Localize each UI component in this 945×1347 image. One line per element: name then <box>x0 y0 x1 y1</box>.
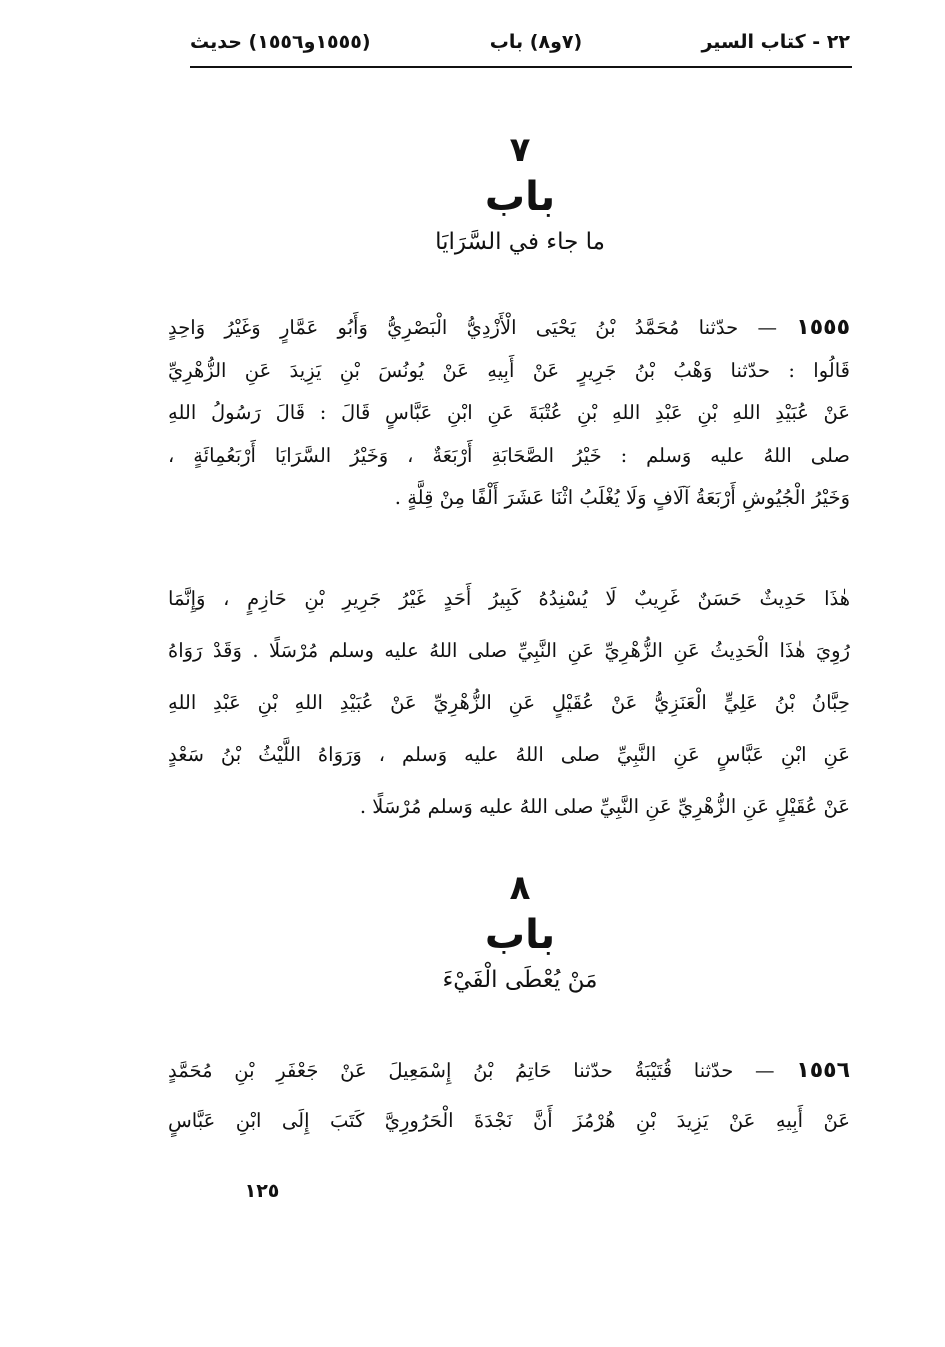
chapter-number: ٨ <box>509 868 531 908</box>
text-line: وَخَيْرُ الْجُيُوشِ أَرْبَعَةُ آلَافٍ وَلَا يُغْلَبُ اثْنَا عَشَرَ أَلْفًا مِنْ قِلَّةٍ . <box>394 486 850 509</box>
text-line <box>168 307 850 350</box>
commentary <box>168 573 850 833</box>
chapter-label: باب <box>484 912 556 958</box>
chapter-label: باب <box>484 174 556 220</box>
text-line: رُوِيَ هٰذَا الْحَدِيثُ عَنِ الزُّهْرِيِّ عَنِ النَّبِيِّ صلى اللهُ عليه وسلم مُرْسَلًا . وَقَدْ رَوَاهُ <box>168 639 850 662</box>
chapter-title: ما جاء في السَّرَايَا <box>435 229 605 255</box>
hadith-number: ١٥٥٥ <box>796 315 850 340</box>
hadith-1556 <box>168 1046 850 1146</box>
page-number: ١٢٥ <box>244 1180 280 1202</box>
hadith-1555 <box>168 307 850 520</box>
text-line: قَالُوا : حدّثنا وَهْبُ بْنُ جَرِيرٍ عَنْ أَبِيهِ عَنْ يُونُسَ بْنِ يَزِيدَ عَنِ الزُّهْرِيِّ <box>168 358 850 382</box>
chapter-title: مَنْ يُعْطَى الْفَيْءَ <box>442 967 598 993</box>
text-line: عَنْ عُبَيْدِ اللهِ بْنِ عَبْدِ اللهِ بْنِ عُتْبَةَ عَنِ ابْنِ عَبَّاسٍ قَالَ : قَالَ رَسُولُ اللهِ <box>168 401 850 424</box>
text-line-content: — حدّثنا قُتَيْبَةُ حدّثنا حَاتِمُ بْنُ إِسْمَعِيلَ عَنْ جَعْفَرِ بْنِ مُحَمَّدٍ <box>168 1059 775 1082</box>
text-line: عَنْ عُقَيْلٍ عَنِ الزُّهْرِيِّ عَنِ النَّبِيِّ صلى اللهُ عليه وَسلم مُرْسَلًا . <box>359 795 850 818</box>
header-chapter-range: (٧و٨) باب <box>489 31 583 53</box>
text-line: عَنْ أَبِيهِ عَنْ يَزِيدَ بْنِ هُرْمُزَ أَنَّ نَجْدَةَ الْحَرُورِيَّ كَتَبَ إِلَى ابْنِ عَبَّاسٍ <box>168 1109 850 1132</box>
text-line <box>168 1046 850 1096</box>
hadith-number: ١٥٥٦ <box>796 1058 850 1083</box>
header-divider <box>190 66 852 68</box>
header-book-title: ٢٢ - كتاب السير <box>701 31 850 53</box>
text-line: عَنِ ابْنِ عَبَّاسٍ عَنِ النَّبِيِّ صلى اللهُ عليه وَسلم ، وَرَوَاهُ اللَّيْثُ بْنُ سَعْدٍ <box>168 743 850 766</box>
chapter-number: ٧ <box>509 130 531 170</box>
text-line: هٰذَا حَدِيثٌ حَسَنٌ غَرِيبٌ لَا يُسْنِدُهُ كَبِيرُ أَحَدٍ غَيْرُ جَرِيرِ بْنِ حَازِمٍ ، وَإِنَّمَا <box>168 587 850 610</box>
chapter-heading-8 <box>190 866 850 1000</box>
text-line-content: — حدّثنا مُحَمَّدُ بْنُ يَحْيَى الْأَزْدِيُّ الْبَصْرِيُّ وَأَبُو عَمَّارٍ وَغَيْرُ وَاحِدٍ <box>168 316 777 339</box>
text-line: صلى اللهُ عليه وَسلم : خَيْرُ الصَّحَابَةِ أَرْبَعَةٌ ، وَخَيْرُ السَّرَايَا أَرْبَعُمِائَةٍ ، <box>168 443 850 467</box>
running-header <box>190 22 850 62</box>
text-line: حِبَّانُ بْنُ عَلِيٍّ الْعَنَزِيُّ عَنْ عُقَيْلٍ عَنِ الزُّهْرِيِّ عَنْ عُبَيْدِ اللهِ بْنِ عَبْدِ اللهِ <box>168 691 850 714</box>
chapter-heading-7 <box>190 128 850 262</box>
header-hadith-range: (١٥٥٥و١٥٥٦) حديث <box>190 31 371 53</box>
